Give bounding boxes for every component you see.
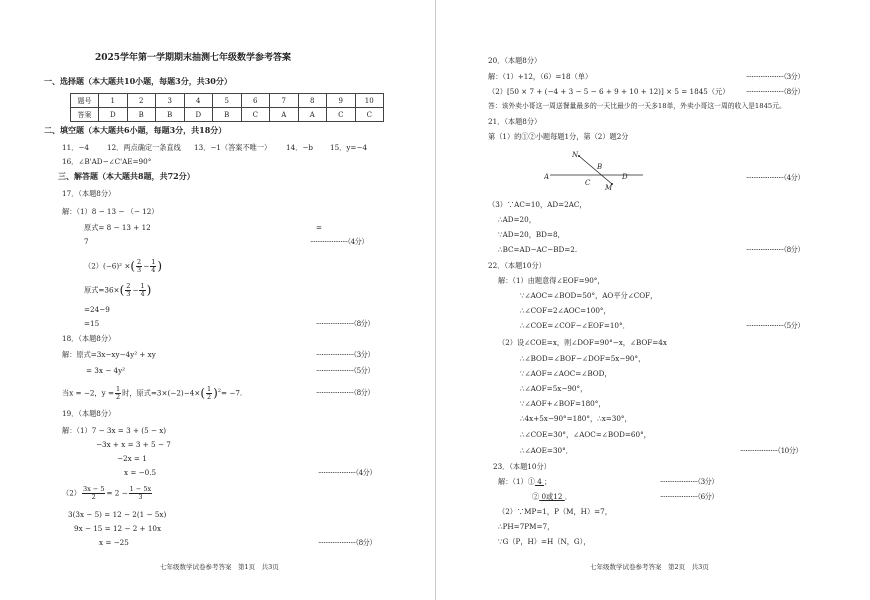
table-cell: C [355,108,384,122]
table-row [71,108,384,122]
q17-header: 17．（本题8分） [62,189,116,198]
q22-line: ∵∠AOC=∠BOD=50°，AO平分∠COF， [520,291,658,300]
q17-line: 解：（1）8 − 13 − （− 12） [62,207,159,216]
q18-line-3: 当x = −2，y = $\frac{1}{2}$ 时，原式=3×(−2)−4×( $\frac{1}{2}$ )$^2$= −7. [62,385,243,401]
q17-equals: = [316,223,323,232]
q18-score-5: ·····················（5分） [316,366,375,375]
answer-page-2 [436,0,870,600]
geometry-figure [544,148,644,193]
q19-line: −3x + x = 3 + 5 − 7 [96,440,171,449]
q17-line: 原式= 8 − 13 + 12 [84,223,151,232]
q23-score-3: ·····················（3分） [660,477,719,486]
q21-header: 21．（本题8分） [488,117,542,126]
q20-line: 解：（1）+12，（6）=18（单） [488,72,593,81]
q17-line-3: 原式=36×( $\frac{2}{3}$ − $\frac{1}{4}$ ) [84,282,152,298]
q17-line-2: （2）(−6)² ×( $\frac{2}{3}$ − $\frac{1}{4}$ ) [84,258,163,274]
q22-line: ∴∠COE=∠COF−∠EOF=10°． [520,321,630,330]
page-footer: 七年级数学试卷参考答案 第2页 共3页 [590,563,709,571]
q19-line-5: （2） $\frac{3x - 5}{2}$ = 2 − $\frac{1 - 5x}{3}$ [62,485,152,501]
q22-header: 22．（本题10分） [488,261,546,270]
q22-line: ∴∠COE=30°，∠AOC=∠BOD=60°， [520,430,651,439]
table-row-label: 题号 [71,94,99,108]
table-cell: A [298,108,327,122]
q17-line: =24−9 [84,305,110,314]
q22-line: ∴∠BOD=∠BOF−∠DOF=5x−90°， [520,354,646,363]
q17-line: =15 [84,319,100,328]
table-cell: 7 [270,94,299,108]
q22-score-10: ·····················（10分） [740,446,803,455]
q18-score-8: ·····················（8分） [316,388,375,397]
q23-line: ∵G（P，H）=H（N，G）， [498,537,591,546]
table-cell: A [270,108,299,122]
q18-line: 解：原式=3x−xy−4y² + xy [62,350,156,359]
q21-score-8: ·····················（8分） [746,245,805,254]
label-c: C [585,179,591,187]
q20-conclusion: 答：该外卖小哥这一周送餐量最多的一天比最少的一天多18单，外卖小哥这一周的收入是1845元。 [488,102,786,110]
q22-line: ∴∠AOF=5x−90°， [520,384,588,393]
document-title: 2025学年第一学期期末抽测七年级数学参考答案 [95,53,292,63]
q17-score-8: ·····················（8分） [316,319,375,328]
fill-answer-14: 14．−b [286,143,313,152]
table-cell: D [184,108,213,122]
q23-line: （2）∵MP=1，P（M，H）=7， [498,507,612,516]
table-cell: 4 [184,94,213,108]
table-cell: B [156,108,185,122]
q23-line-1: 解：（1）① 4 ； [498,477,552,486]
table-cell: 6 [241,94,270,108]
table-cell: B [127,108,156,122]
q21-line: ∵AD=20，BD=8， [498,230,565,239]
q21-line: ∴AD=20， [498,215,536,224]
fill-answer-16: 16．∠B'AD−∠C'AE=90° [62,157,152,166]
fill-answer-11: 11．−4 [62,143,89,152]
q17-score-4: ·····················（4分） [310,237,369,246]
fill-answer-13: 13．−1（答案不唯一） [194,143,272,152]
section3-heading: 三、解答题（本大题共8题，共72分） [58,171,195,181]
label-n: N [572,151,579,159]
q22-line: （2）设∠COE=x，则∠DOF=90°−x，∠BOF=4x [498,338,667,347]
q18-line: = 3x − 4y² [86,366,126,375]
q23-line-2: ② 0或12 ． [532,492,572,501]
q20-score-8: ·····················（8分） [746,87,805,96]
q21-score-4: ·····················（4分） [746,173,805,182]
q22-line: 解：（1）由题意得∠EOF=90°， [498,276,605,285]
q23-score-6: ·····················（6分） [660,492,719,501]
q21-line: 第（1）的①②小题每题1分，第（2）题2分 [488,132,629,141]
q21-line: ∴BC=AD−AC−BD=2. [498,245,578,254]
label-a: A [544,173,550,181]
label-d: D [622,173,628,181]
q22-line: ∴∠AOE=30°． [520,446,573,455]
section2-heading: 二、填空题（本大题共6小题，每题3分，共18分） [44,125,227,135]
q19-line: x = −0.5 [124,468,157,477]
page-footer: 七年级数学试卷参考答案 第1页 共3页 [160,563,279,571]
q22-score-5: ·····················（5分） [746,321,805,330]
table-cell: C [241,108,270,122]
q17-line: 7 [84,237,89,246]
q22-line: ∴4x+5x−90°=180°，∴x=30°， [520,414,632,423]
table-cell: 8 [298,94,327,108]
table-cell: D [99,108,128,122]
q19-line: 3(3x − 5) = 12 − 2(1 − 5x) [68,510,167,519]
q18-score-3: ·····················（3分） [316,350,375,359]
line-nm [579,156,612,184]
point-n [578,155,580,157]
table-row-label: 答案 [71,108,99,122]
q19-line: x = −25 [99,538,129,547]
q19-line: 9x − 15 = 12 − 2 + 10x [74,524,162,533]
table-cell: 3 [156,94,185,108]
fill-answer-15: 15．y=−4 [330,143,368,152]
q23-line: ∴PH=7PM=7， [498,522,555,531]
table-cell: C [327,108,356,122]
q21-line: （3）∵AC=10，AD=2AC， [488,200,587,209]
q22-line: ∵∠AOF+∠BOF=180°， [520,399,606,408]
fill-answer-12: 12．两点确定一条直线 [107,143,181,152]
answer-table [70,93,384,122]
q19-line: 解：（1）7 − 3x = 3 + (5 − x) [62,426,167,435]
table-cell: 10 [355,94,384,108]
q19-header: 19．（本题8分） [62,409,116,418]
q22-line: ∴∠COF=2∠AOC=100°， [520,306,611,315]
q19-line: −2x = 1 [117,454,147,463]
table-cell: 2 [127,94,156,108]
table-row [71,94,384,108]
q22-line: ∵∠AOF=∠AOC=∠BOD， [520,369,612,378]
q20-score-3: ·····················（3分） [746,72,805,81]
q20-line: （2）[50 × 7 + (−4 + 3 − 5 − 6 + 9 + 10 + 12)] × 5 = 1845（元） [488,87,730,96]
q19-score-8: ·····················（8分） [318,538,377,547]
q20-header: 20．（本题8分） [488,56,542,65]
table-cell: 1 [99,94,128,108]
section1-heading: 一、选择题（本大题共10小题，每题3分，共30分） [44,76,232,86]
label-m: M [605,184,613,192]
table-cell: 5 [213,94,242,108]
q18-header: 18．（本题8分） [62,334,116,343]
table-cell: B [213,108,242,122]
q23-header: 23．（本题10分） [493,462,551,471]
label-b: B [597,163,603,171]
q19-score-4: ·····················（4分） [318,468,377,477]
table-cell: 9 [327,94,356,108]
